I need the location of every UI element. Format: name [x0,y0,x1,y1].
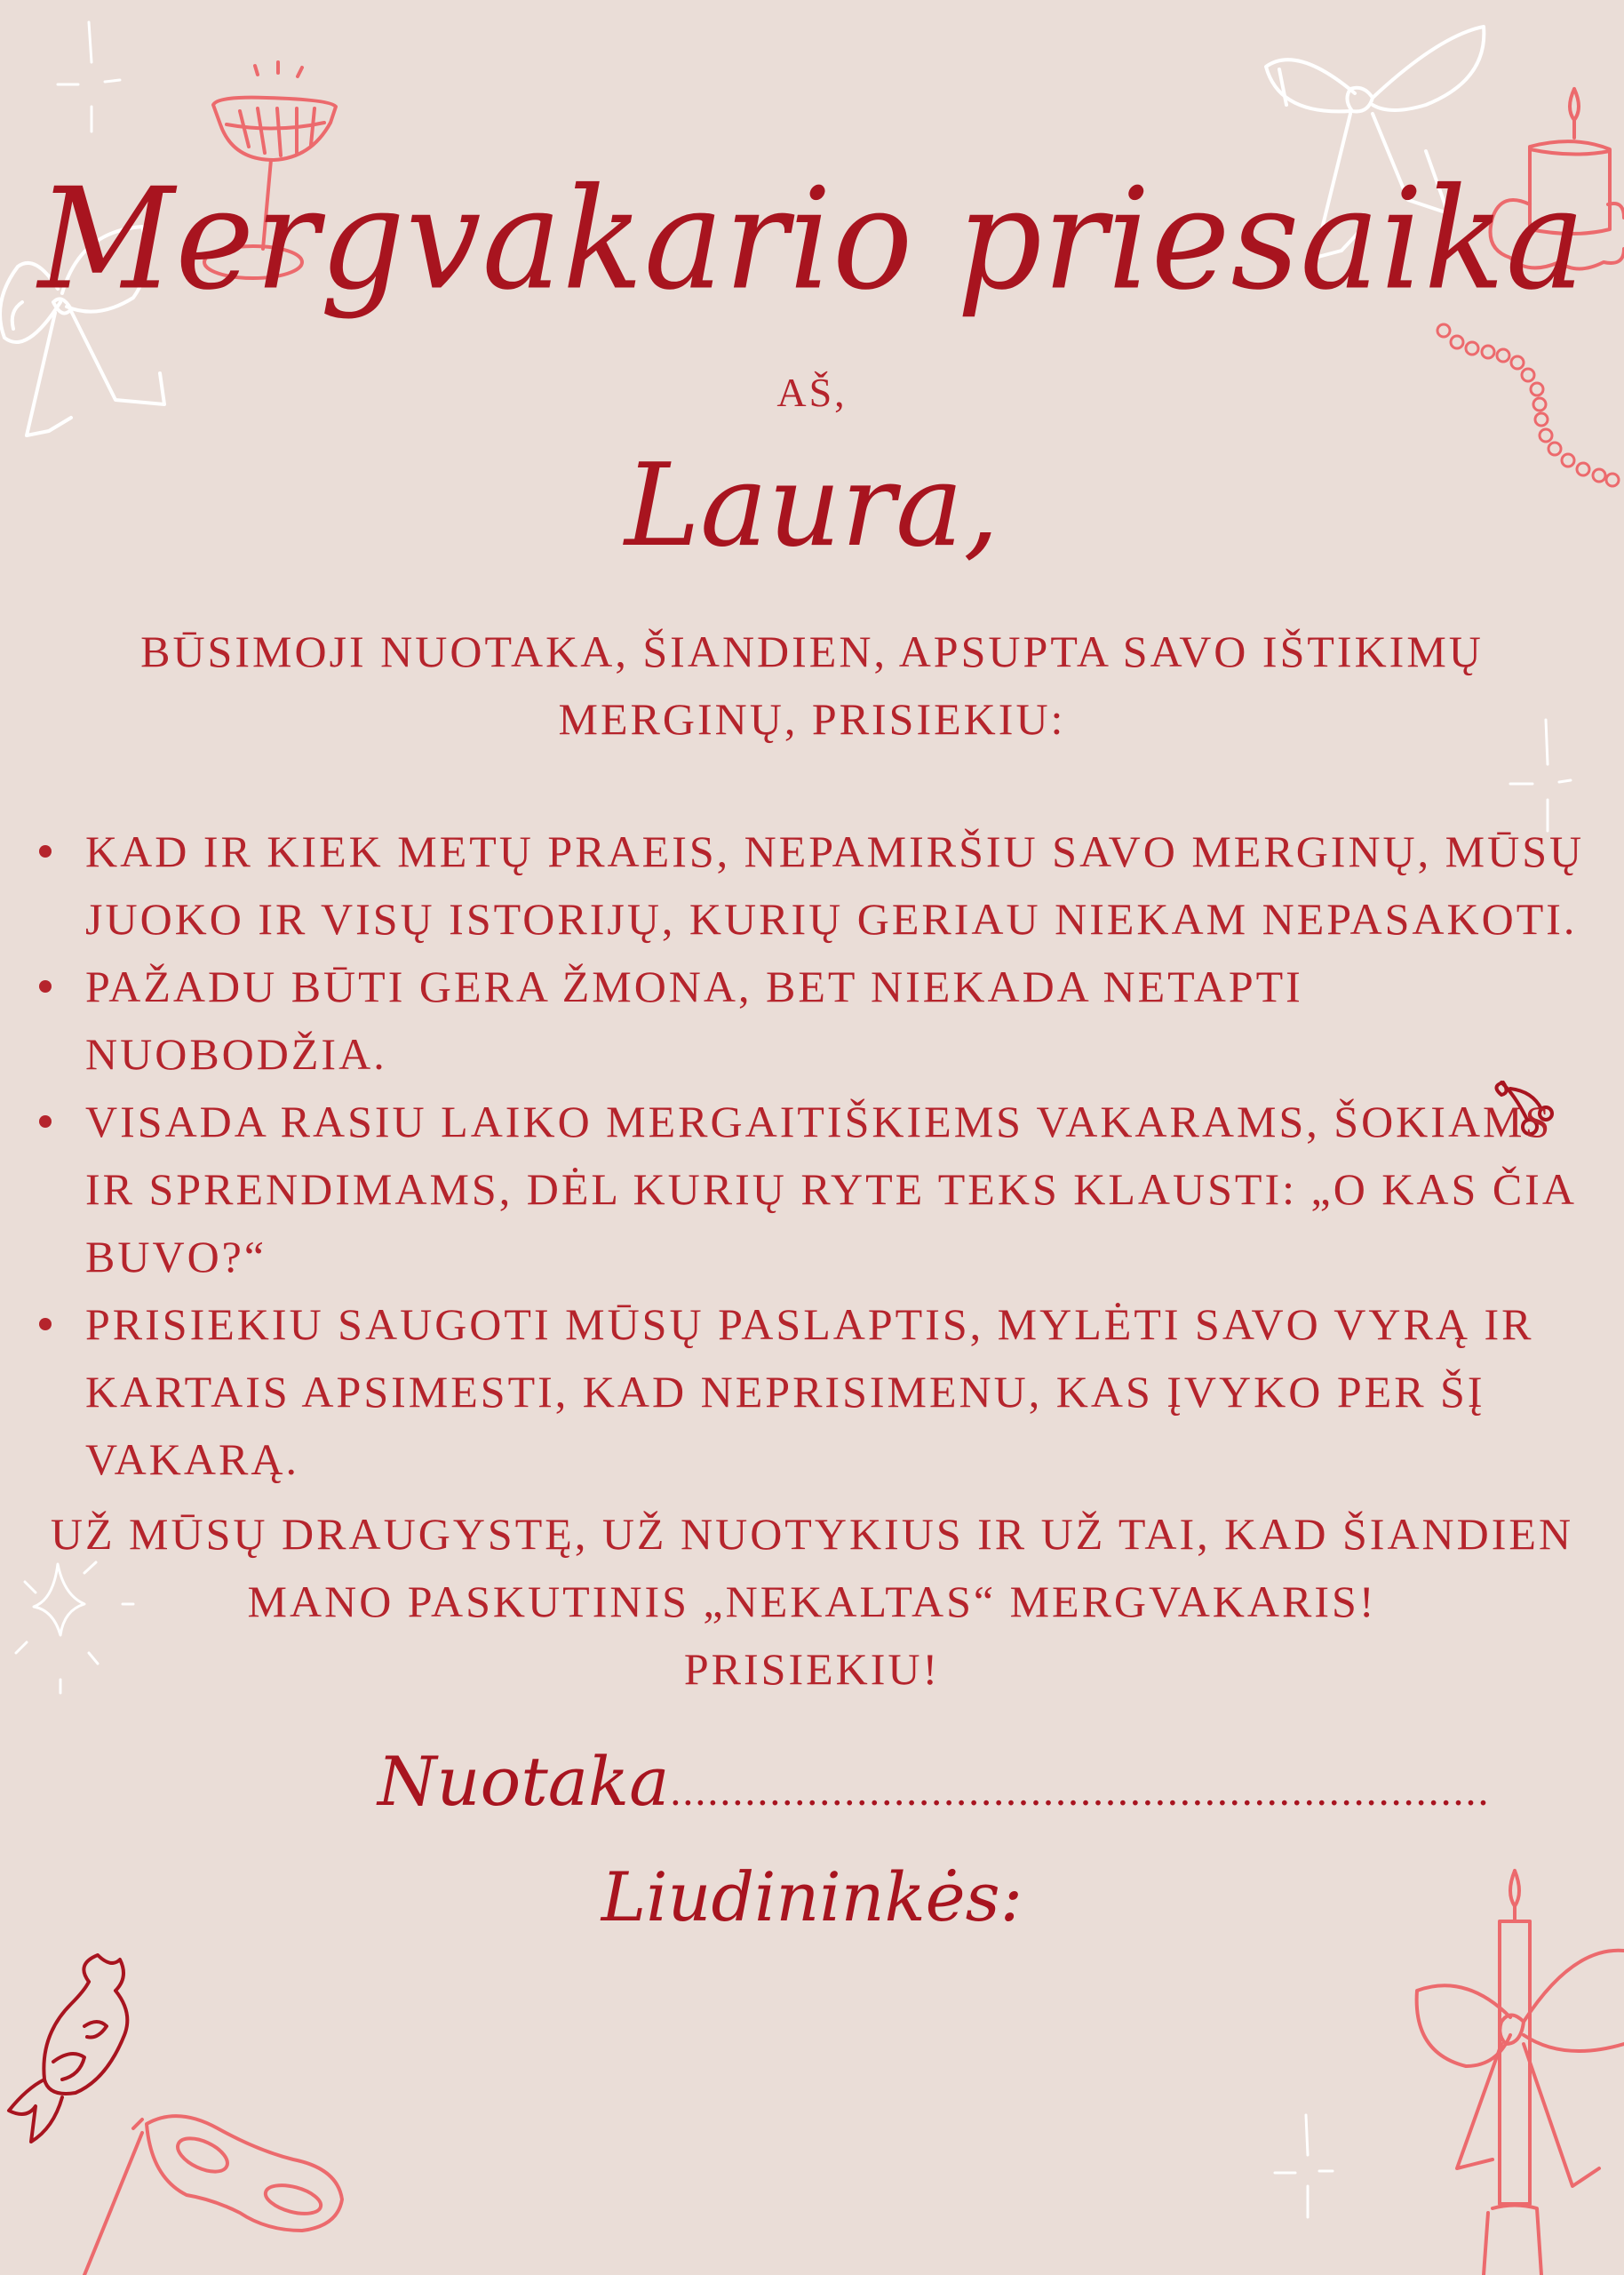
intro-text: BŪSIMOJI NUOTAKA, ŠIANDIEN, APSUPTA SAVO IŠTIKIMŲ MERGINŲ, PRISIEKIU: [140,627,1484,744]
list-item [85,1290,1608,1493]
closing-text [27,1500,1597,1703]
witnesses-label: Liudininkės: [601,1857,1023,1936]
page-title: Mergvakario priesaika [37,158,1587,322]
bullet-icon [39,1318,52,1330]
bullet-icon [39,980,52,993]
list-item [85,1088,1608,1290]
bride-signature-line [378,1733,1490,1841]
vows-list [27,818,1608,1493]
vow-text: KAD IR KIEK METŲ PRAEIS, NEPAMIRŠIU SAVO MERGINŲ, MŪSŲ JUOKO IR VISŲ ISTORIJŲ, KURIŲ GERIAU NIEKAM NEPASAKOTI. [85,826,1585,944]
bride-signature-label: Nuotaka [378,1742,670,1821]
candy-icon [9,1955,127,2142]
bride-name: Laura, [625,440,999,572]
vow-text: PRISIEKIU SAUGOTI MŪSŲ PASLAPTIS, MYLĖTI SAVO VYRĄ IR KARTAIS APSIMESTI, KAD NEPRISIMENU, KAS ĮVYKO PER ŠĮ VAKARĄ. [85,1299,1534,1484]
signature-dots: .................................................................. [669,1769,1490,1815]
sparkle-icon [58,22,120,132]
sparkle-icon [1275,2115,1333,2217]
closing-line: MANO PASKUTINIS „NEKALTAS“ MERGVAKARIS! [247,1577,1377,1626]
bullet-icon [39,1115,52,1128]
list-item [85,818,1608,953]
list-item [85,953,1608,1088]
party-mask-icon [84,2116,342,2275]
bullet-icon [39,845,52,858]
vow-text: PAŽADU BŪTI GERA ŽMONA, BET NIEKADA NETAPTI NUOBODŽIA. [85,962,1303,1079]
vow-text: VISADA RASIU LAIKO MERGAITIŠKIEMS VAKARAMS, ŠOKIAMS IR SPRENDIMAMS, DĖL KURIŲ RYTE TEKS KLAUSTI: „O KAS ČIA BUVO?“ [85,1097,1575,1281]
closing-line: PRISIEKIU! [683,1644,941,1694]
closing-line: UŽ MŪSŲ DRAUGYSTĘ, UŽ NUOTYKIUS IR UŽ TAI, KAD ŠIANDIEN [50,1509,1574,1559]
intro-label: AŠ, [776,370,848,415]
